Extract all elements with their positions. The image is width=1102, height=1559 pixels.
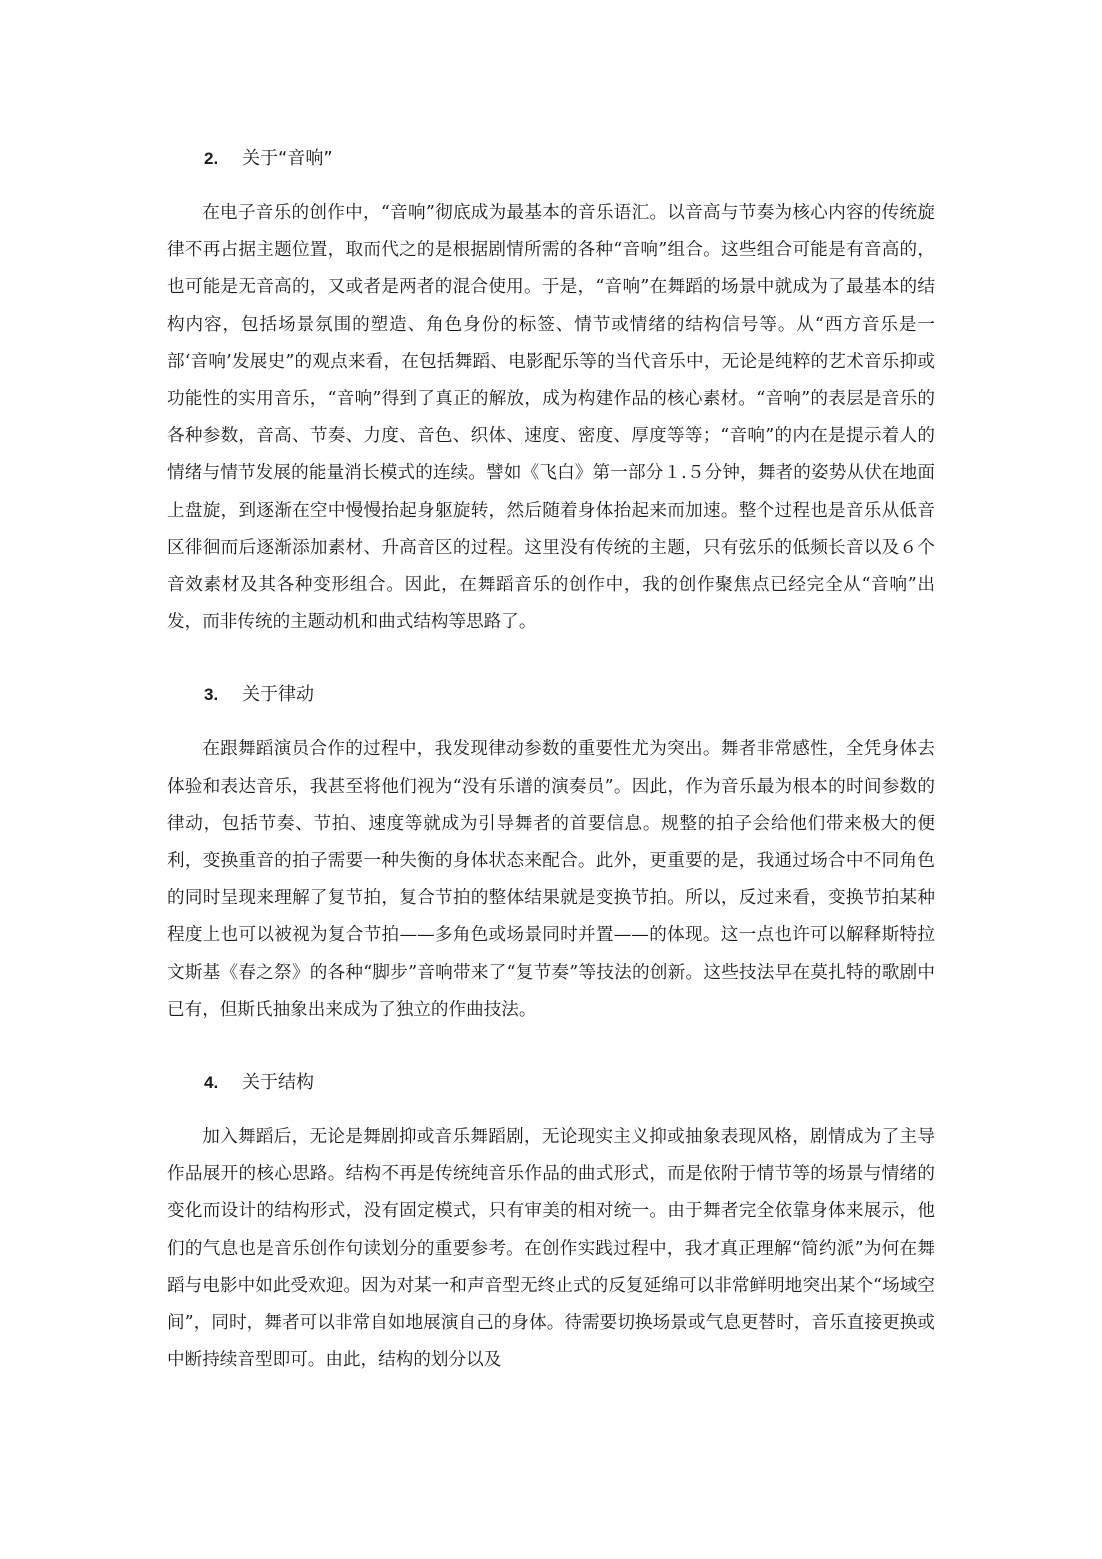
section-heading (167, 1065, 935, 1101)
section-title: 关于结构 (242, 1072, 314, 1094)
section-paragraph: 在电子音乐的创作中，“音响”彻底成为最基本的音乐语汇。以音高与节奏为核心内容的传统旋律不再占据主题位置，取而代之的是根据剧情所需的各种“音响”组合。这些组合可能是有音高的，也可能是无音高的，又或者是两者的混合使用。于是，“音响”在舞蹈的场景中就成为了最基本的结构内容，包括场景氛围的塑造、角色身份的标签、情节或情绪的结构信号等。从“西方音乐是一部‘音响’发展史”的观点来看，在包括舞蹈、电影配乐等的当代音乐中，无论是纯粹的艺术音乐抑或功能性的实用音乐，“音响”得到了真正的解放，成为构建作品的核心素材。“音响”的表层是音乐的各种参数，音高、节奏、力度、音色、织体、速度、密度、厚度等等；“音响”的内在是提示着人的情绪与情节发展的能量消长模式的连续。譬如《飞白》第一部分１.５分钟，舞者的姿势从伏在地面上盘旋，到逐渐在空中慢慢抬起身躯旋转，然后随着身体抬起来而加速。整个过程也是音乐从低音区徘徊而后逐渐添加素材、升高音区的过程。这里没有传统的主题，只有弦乐的低频长音以及６个音效素材及其各种变形组合。因此，在舞蹈音乐的创作中，我的创作聚焦点已经完全从“音响”出发，而非传统的主题动机和曲式结构等思路了。 (167, 203, 935, 633)
section-title: 关于“音响” (242, 148, 333, 169)
section-paragraph: 在跟舞蹈演员合作的过程中，我发现律动参数的重要性尤为突出。舞者非常感性，全凭身体去体验和表达音乐，我甚至将他们视为“没有乐谱的演奏员”。因此，作为音乐最为根本的时间参数的律动，包括节奏、节拍、速度等就成为引导舞者的首要信息。规整的拍子会给他们带来极大的便利，变换重音的拍子需要一种失衡的身体状态来配合。此外，更重要的是，我通过场合中不同角色的同时呈现来理解了复节拍，复合节拍的整体结果就是变换节拍。所以，反过来看，变换节拍某种程度上也可以被视为复合节拍——多角色或场景同时并置——的体现。这一点也许可以解释斯特拉文斯基《春之祭》的各种“脚步”音响带来了“复节奏”等技法的创新。这些技法早在莫扎特的歌剧中已有，但斯氏抽象出来成为了独立的作曲技法。 (167, 739, 935, 1020)
section-paragraph: 加入舞蹈后，无论是舞剧抑或音乐舞蹈剧，无论现实主义抑或抽象表现风格，剧情成为了主导作品展开的核心思路。结构不再是传统纯音乐作品的曲式形式，而是依附于情节等的场景与情绪的变化而设计的结构形式，没有固定模式，只有审美的相对统一。由于舞者完全依靠身体来展示，他们的气息也是音乐创作句读划分的重要参考。在创作实践过程中，我才真正理解“简约派”为何在舞蹈与电影中如此受欢迎。因为对某一和声音型无终止式的反复延绵可以非常鲜明地突出某个“场域空间”，同时，舞者可以非常自如地展演自己的身体。待需要切换场景或气息更替时，音乐直接更换或中断持续音型即可。由此，结构的划分以及 (167, 1127, 935, 1371)
section-heading (167, 677, 935, 713)
section-number: 4. (204, 1073, 219, 1093)
section-sound (167, 141, 935, 641)
document-body (167, 141, 935, 1379)
section-heading (167, 141, 935, 177)
section-title: 关于律动 (242, 684, 314, 706)
section-number: 3. (204, 685, 219, 705)
section-rhythm (167, 677, 935, 1029)
section-structure (167, 1065, 935, 1379)
section-number: 2. (204, 149, 219, 168)
